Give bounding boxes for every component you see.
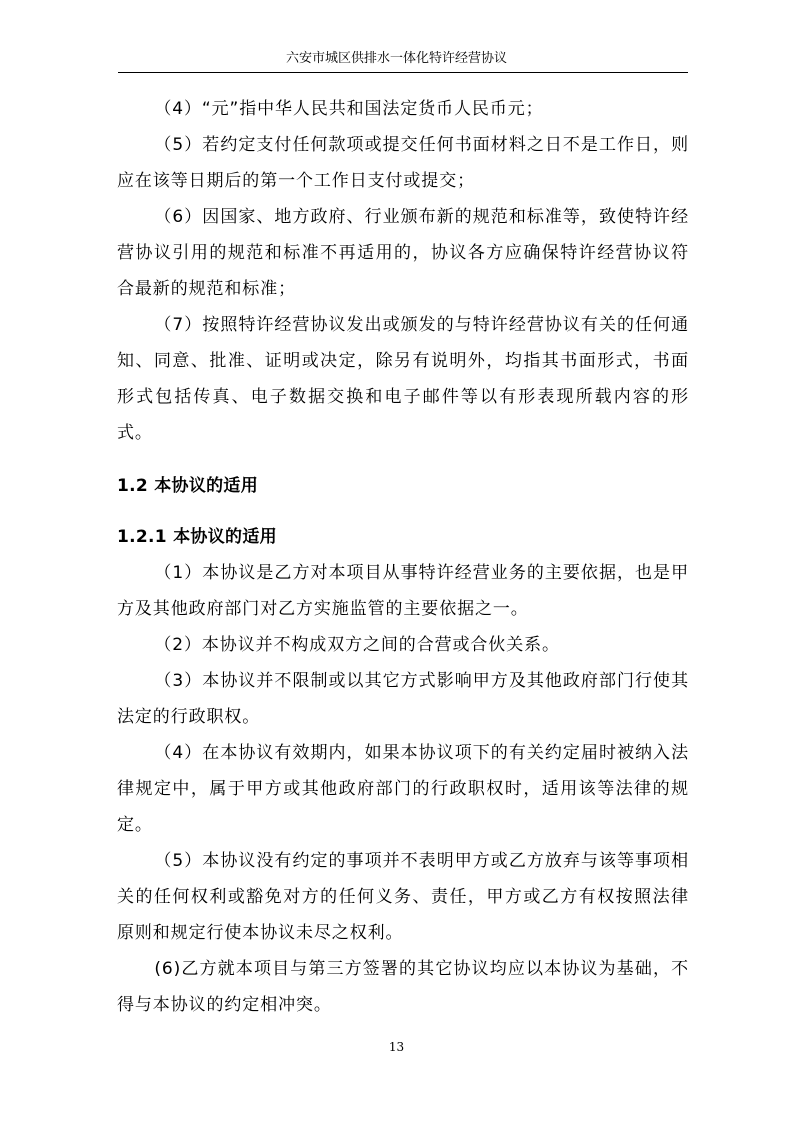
clause-item-1: （1）本协议是乙方对本项目从事特许经营业务的主要依据，也是甲方及其他政府部门对乙方实施监管的主要依据之一。: [117, 563, 689, 619]
clause-item-2: （2）本协议并不构成双方之间的合营或合伙关系。: [154, 635, 560, 655]
clause-item-5: （5）本协议没有约定的事项并不表明甲方或乙方放弃与该等事项相关的任何权利或豁免对方的任何义务、责任，甲方或乙方有权按照法律原则和规定行使本协议未尽之权利。: [117, 851, 689, 943]
section-heading: 1.2 本协议的适用: [117, 476, 259, 496]
document-header-title: 六安市城区供排水一体化特许经营协议: [285, 51, 507, 66]
definition-item-5: （5）若约定支付任何款项或提交任何书面材料之日不是工作日，则应在该等日期后的第一个工作日支付或提交；: [117, 135, 689, 191]
page-number: 13: [388, 1040, 405, 1054]
clause-item-3: （3）本协议并不限制或以其它方式影响甲方及其他政府部门行使其法定的行政职权。: [117, 671, 689, 727]
definition-item-6: （6）因国家、地方政府、行业颁布新的规范和标准等，致使特许经营协议引用的规范和标准不再适用的，协议各方应确保特许经营协议符合最新的规范和标准；: [117, 207, 689, 299]
clause-item-4: （4）在本协议有效期内，如果本协议项下的有关约定届时被纳入法律规定中，属于甲方或其他政府部门的行政职权时，适用该等法律的规定。: [117, 743, 689, 835]
definition-item-7: （7）按照特许经营协议发出或颁发的与特许经营协议有关的任何通知、同意、批准、证明或决定，除另有说明外，均指其书面形式，书面形式包括传真、电子数据交换和电子邮件等以有形表现所载内容的形式。: [117, 315, 689, 443]
definition-item-4: （4）“元”指中华人民共和国法定货币人民币元；: [154, 99, 544, 119]
header-divider: [118, 72, 688, 73]
clause-item-6: (6)乙方就本项目与第三方签署的其它协议均应以本协议为基础，不得与本协议的约定相冲突。: [117, 959, 689, 1015]
subsection-heading: 1.2.1 本协议的适用: [117, 527, 277, 547]
document-body: [117, 91, 689, 1023]
